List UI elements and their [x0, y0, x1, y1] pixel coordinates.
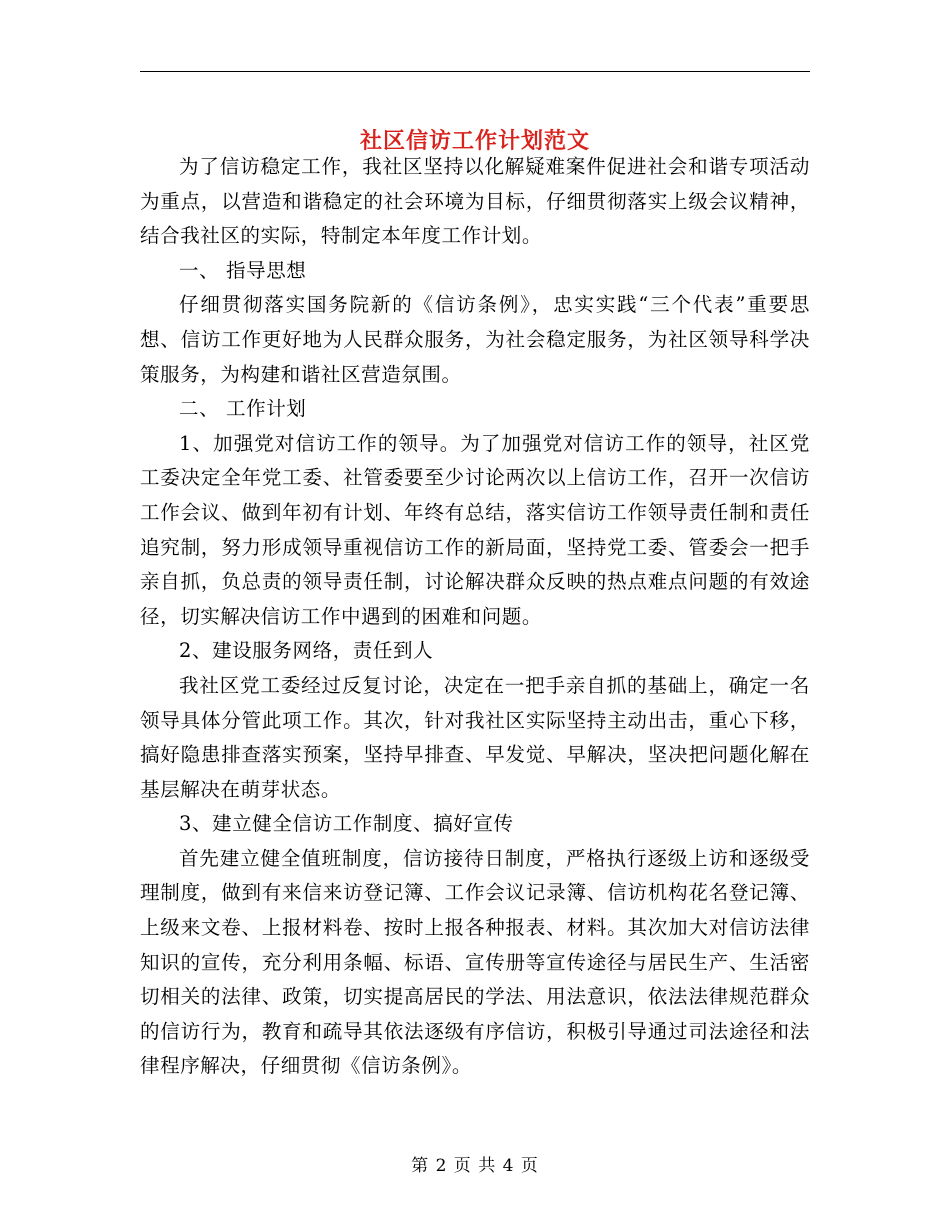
subheading-item-2: 2、建设服务网络，责任到人 [179, 639, 434, 663]
document-body [140, 150, 810, 1084]
paragraph-item-2: 我社区党工委经过反复讨论，决定在一把手亲自抓的基础上，确定一名领导具体分管此项工作。其次，针对我社区实际坚持主动出击，重心下移，搞好隐患排查落实预案，坚持早排查、早发觉、早解决，坚决把问题化解在基层解决在萌芽状态。 [140, 673, 810, 801]
subheading-item-3: 3、建立健全信访工作制度、搞好宣传 [179, 812, 514, 836]
paragraph-guiding-thought: 仔细贯彻落实国务院新的《信访条例》，忠实实践“三个代表”重要思想、信访工作更好地为人民群众服务，为社会稳定服务，为社区领导科学决策服务，为构建和谐社区营造氛围。 [140, 293, 810, 386]
document-title: 社区信访工作计划范文 [359, 127, 590, 154]
section-heading-work-plan: 二、 工作计划 [179, 397, 307, 421]
header-rule [140, 71, 810, 72]
paragraph-item-1: 1、加强党对信访工作的领导。为了加强党对信访工作的领导，社区党工委决定全年党工委、社管委要至少讨论两次以上信访工作，召开一次信访工作会议、做到年初有计划、年终有总结，落实信访工作领导责任制和责任追究制，努力形成领导重视信访工作的新局面，坚持党工委、管委会一把手亲自抓，负总责的领导责任制，讨论解决群众反映的热点难点问题的有效途径，切实解决信访工作中遇到的困难和问题。 [140, 431, 810, 628]
paragraph-item-3: 首先建立健全值班制度，信访接待日制度，严格执行逐级上访和逐级受理制度，做到有来信来访登记簿、工作会议记录簿、信访机构花名登记簿、上级来文卷、上报材料卷、按时上报各种报表、材料。其次加大对信访法律知识的宣传，充分利用条幅、标语、宣传册等宣传途径与居民生产、生活密切相关的法律、政策，切实提高居民的学法、用法意识，依法法律规范群众的信访行为，教育和疏导其依法逐级有序信访，积极引导通过司法途径和法律程序解决，仔细贯彻《信访条例》。 [140, 846, 810, 1078]
paragraph-intro: 为了信访稳定工作，我社区坚持以化解疑难案件促进社会和谐专项活动为重点，以营造和谐稳定的社会环境为目标，仔细贯彻落实上级会议精神，结合我社区的实际，特制定本年度工作计划。 [140, 155, 810, 248]
section-heading-guiding-thought: 一、 指导思想 [179, 258, 307, 282]
page-number-footer: 第 2 页 共 4 页 [411, 1156, 539, 1176]
